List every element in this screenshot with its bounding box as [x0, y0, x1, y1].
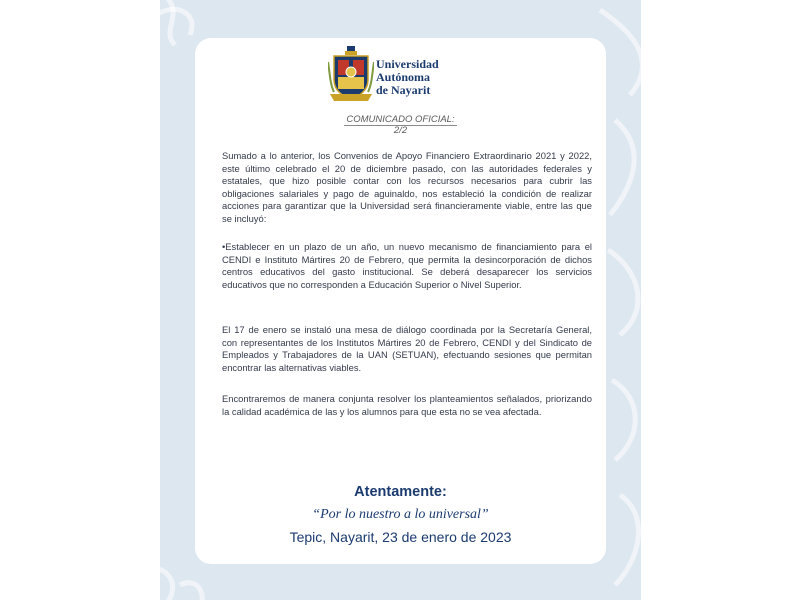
- university-logo: [328, 44, 478, 106]
- university-shield-icon: [328, 44, 374, 106]
- university-name: [376, 58, 439, 97]
- communique-poster: [160, 0, 641, 600]
- closing-salutation: Atentamente:: [354, 484, 447, 500]
- communique-title-text: COMUNICADO OFICIAL:: [346, 114, 455, 125]
- paragraph-agreements: Sumado a lo anterior, los Convenios de Apoyo Financiero Extraordinario 2021 y 2022, este último celebrado el 20 de diciembre pasado, con las autoridades federales y estatales, que hizo posible contar con los recursos necesarios para cubrir las obligaciones salariales y pago de aguinaldo, nos estableció la condición de realizar acciones para garantizar que la Universidad será financieramente viable, entre las que se incluyó:: [222, 150, 592, 224]
- university-name-line1: Universidad: [376, 57, 439, 71]
- paragraph-dialogue: El 17 de enero se instaló una mesa de diálogo coordinada por la Secretaría General, con representantes de los Institutos Mártires 20 de Febrero, CENDI y del Sindicato de Empleados y Trabajadores de la UAN (SETUAN), efectuando sesiones que permitan encontrar las alternativas viables.: [222, 324, 592, 373]
- communique-title: [195, 114, 606, 125]
- university-name-line3: de Nayarit: [376, 83, 431, 97]
- place-date: Tepic, Nayarit, 23 de enero de 2023: [289, 529, 512, 545]
- page-number: 2/2: [393, 125, 408, 136]
- university-name-line2: Autónoma: [376, 70, 431, 84]
- university-motto: “Por lo nuestro a lo universal”: [312, 507, 489, 522]
- content-card: [195, 38, 606, 564]
- paragraph-resolution: Encontraremos de manera conjunta resolver los planteamientos señalados, priorizando la calidad académica de las y los alumnos para que esta no se vea afectada.: [222, 393, 592, 417]
- bullet-financing: •Establecer en un plazo de un año, un nuevo mecanismo de financiamiento para el CENDI e Instituto Mártires 20 de Febrero, que permita la desincorporación de dichos centros educativos del gasto institucional. Se deberá desaparecer los servicios educativos que no corresponden a Educación Superior o Nivel Superior.: [222, 241, 592, 290]
